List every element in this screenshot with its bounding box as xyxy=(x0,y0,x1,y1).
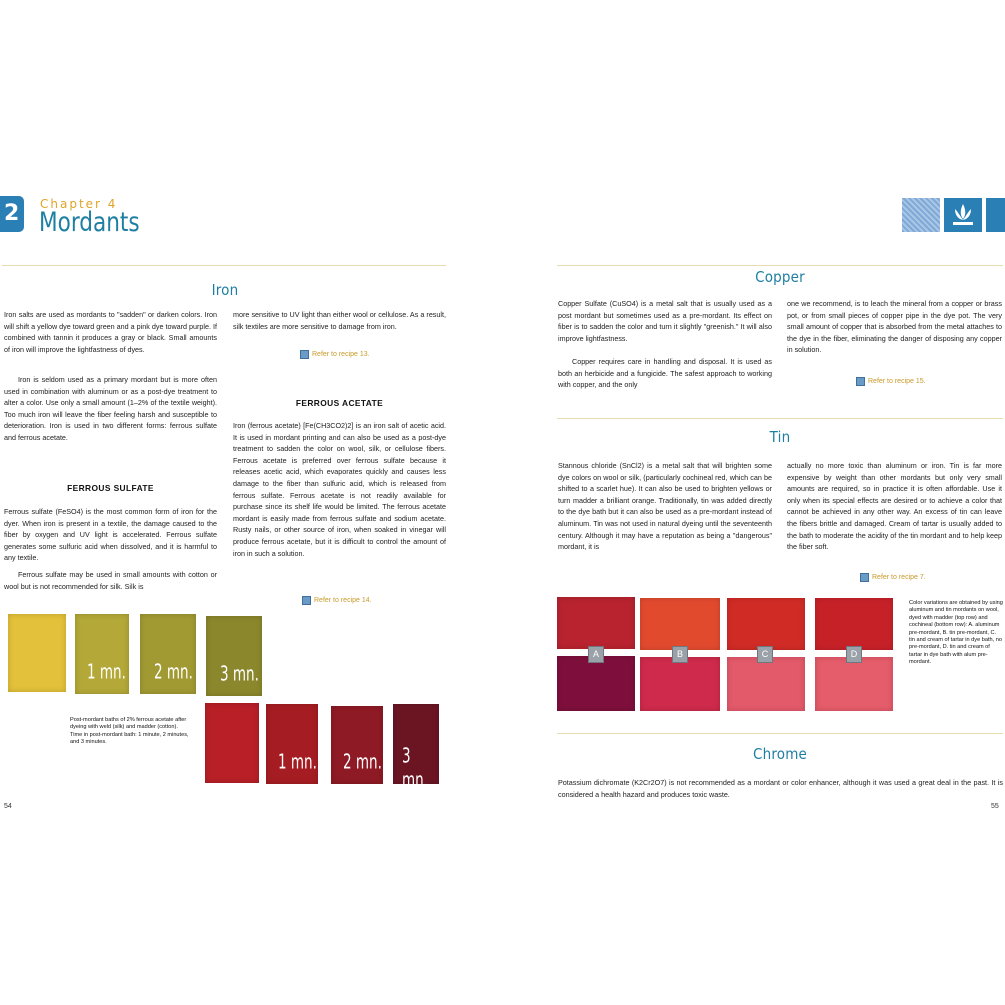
swatch-weld-1 xyxy=(75,614,129,694)
lotus-tile-icon xyxy=(944,198,982,232)
page-number-left: 54 xyxy=(4,803,12,810)
swatch-weld-0 xyxy=(8,614,66,692)
recipe-link-15[interactable] xyxy=(856,377,926,386)
recipe-label: Refer to recipe 15. xyxy=(868,378,926,385)
tin-heading: Tin xyxy=(769,428,791,446)
tin-swatch-caption: Color variations are obtained by using aluminum and tin mordants on wool, dyed with madder (top row) and cochineal (bottom row): A. aluminum pre-mordant, B. tin pre-mordant, C. tin and cream of tartar in dye bath, no pre-mordant, D. tin and cream of tartar in dye bath with alum pre-mordant. xyxy=(909,600,1003,666)
swatch-madder-d xyxy=(815,598,893,650)
ferrous-acetate-heading: FERROUS ACETATE xyxy=(295,398,384,408)
swatch-label: 3 mn. xyxy=(220,661,259,686)
swatch-label: 1 mn. xyxy=(278,749,317,774)
swatch-letter-d: D xyxy=(846,646,862,663)
swatch-madder-a xyxy=(557,597,635,649)
recipe-icon xyxy=(300,350,309,359)
recipe-icon xyxy=(860,573,869,582)
copper-col2-p1: one we recommend, is to leach the mineral from a copper or brass pot, or from small pieces of copper pipe in the dye pot. The very small amount of copper that is absorbed from the metal attaches to the dye in the fiber, eliminating the danger of disposing any copper in solution. xyxy=(787,299,1002,355)
swatch-madder-1 xyxy=(266,704,318,784)
chapter-number: 2 xyxy=(4,201,20,226)
recipe-icon xyxy=(302,596,311,605)
iron-heading: Iron xyxy=(211,281,239,299)
tin-chrome-rule xyxy=(557,733,1003,734)
iron-col1-p4: Ferrous sulfate may be used in small amounts with cotton or wool but is not recommended for silk. Silk is xyxy=(4,570,217,591)
tin-col1-p1: Stannous chloride (SnCl2) is a metal salt that will brighten some dye colors on wool or silk, (particularly cochineal red, which can be shifted to a scarlet hue). It can also be used to brighten yellows or turn madder a brilliant orange. Traditionally, tin was added directly to the dye bath but it can also be used as a pre-mordant instead of aluminum. Tin was not used in natural dyeing until the seventeenth century. Although it may have a reputation as being a "dangerous" mordant, it is xyxy=(558,461,772,552)
swatch-madder-c xyxy=(727,598,805,650)
swatch-label: 3 mn. xyxy=(402,743,428,792)
swatch-madder-2 xyxy=(331,706,383,784)
swatch-letter-c: C xyxy=(757,646,773,663)
copper-col1-p1: Copper Sulfate (CuSO4) is a metal salt that is usually used as a post mordant but sometimes used as a pre-mordant. Its effect on fiber is to sadden the color and turn it slightly "greenish." It will also improve lightfastness. xyxy=(558,299,772,343)
copper-heading: Copper xyxy=(755,268,805,286)
swatch-label: 1 mn. xyxy=(87,659,126,684)
swatch-madder-3 xyxy=(393,704,439,792)
swatch-letter-a: A xyxy=(588,646,604,663)
swatch-label: 2 mn. xyxy=(343,749,382,774)
iron-col2-p1: more sensitive to UV light than either wool or cellulose. As a result, silk textiles are more sensitive to damage from iron. xyxy=(233,310,446,331)
swatch-label: 2 mn. xyxy=(154,659,193,684)
recipe-link-14[interactable] xyxy=(302,596,372,605)
header-rule-right xyxy=(557,265,1003,266)
recipe-label: Refer to recipe 14. xyxy=(314,597,372,604)
swatch-weld-2 xyxy=(140,614,196,694)
iron-col2-p2: Iron (ferrous acetate) [Fe(CH3CO2)2] is an iron salt of acetic acid. It is used in mordant printing and can also be used as a post-dye treatment to sadden the color on wool, silk, or cellulose fibers. Ferrous acetate is preferred over ferrous sulfate because it releases acetic acid, which evaporates quickly and causes less damage to the fiber than sulfuric acid, which is released from ferrous sulfate. Ferrous acetate is not readily available for purchase since its shelf life would be limited. The ferrous acetate mordant is easily made from ferrous sulfate and sodium acetate. Rusty nails, or other source of iron, when soaked in vinegar will produce ferrous acetate, but it is difficult to control the amount of iron in such a solution. xyxy=(233,421,446,558)
swatch-letter-b: B xyxy=(672,646,688,663)
swatch-weld-3 xyxy=(206,616,262,696)
ferrous-sulfate-heading: FERROUS SULFATE xyxy=(67,483,154,493)
swatch-cochineal-a xyxy=(557,656,635,711)
iron-swatch-caption: Post-mordant baths of 2% ferrous acetate after dyeing with weld (silk) and madder (cotton). Time in post-mordant bath: 1 minute, 2 minutes, and 3 minutes. xyxy=(70,717,189,746)
page-number-right: 55 xyxy=(991,803,999,810)
swatch-madder-b xyxy=(640,598,720,650)
chapter-title: Mordants xyxy=(39,207,140,238)
recipe-label: Refer to recipe 7. xyxy=(872,574,926,581)
chrome-heading: Chrome xyxy=(752,745,808,763)
recipe-icon xyxy=(856,377,865,386)
copper-col1-p2: Copper requires care in handling and disposal. It is used as both an herbicide and a fungicide. The safest approach to working with copper, and the only xyxy=(558,357,772,390)
copper-tin-rule xyxy=(557,418,1003,419)
chapter-badge-left xyxy=(0,196,24,232)
header-rule-left xyxy=(2,265,446,266)
chapter-badge-right xyxy=(986,198,1005,232)
swatch-cochineal-c xyxy=(727,657,805,711)
swatch-cochineal-d xyxy=(815,657,893,711)
chrome-p1: Potassium dichromate (K2Cr2O7) is not recommended as a mordant or color enhancer, although it was used a great deal in the past. It is considered a health hazard and produces toxic waste. xyxy=(558,778,1003,799)
iron-col1-p1: Iron salts are used as mordants to "sadden" or darken colors. Iron will shift a yellow dye toward green and a pink dye toward purple. If combined with tannin it produces a gray or black. Small amounts of iron will improve the lightfastness of dyes. xyxy=(4,310,217,354)
chapter-label: Chapter 4 xyxy=(40,197,118,211)
swatch-madder-0 xyxy=(205,703,259,783)
iron-col1-p2: Iron is seldom used as a primary mordant but is more often used in combination with aluminum or as a post-dye treatment to alter a color. Use only a small amount (1–2% of the textile weight). Too much iron will leave the fiber feeling harsh and susceptible to deterioration. Iron is used in two different forms: ferrous sulfate and ferrous acetate. xyxy=(4,375,217,442)
recipe-link-13[interactable] xyxy=(300,350,370,359)
recipe-link-7[interactable] xyxy=(860,573,926,582)
swatch-cochineal-b xyxy=(640,657,720,711)
iron-col1-p3: Ferrous sulfate (FeSO4) is the most common form of iron for the dyer. When iron is present in a textile, the damage caused to the fiber by oxygen and UV light is accelerated. Ferrous sulfate generates some sulfuric acid when dissolved, and it is harmful to any textile. xyxy=(4,507,217,563)
recipe-label: Refer to recipe 13. xyxy=(312,351,370,358)
tin-col2-p1: actually no more toxic than aluminum or iron. Tin is far more expensive by weight than other mordants but only very small amounts are required, so in practice it is often affordable. Use it only when its special effects are desired or to achieve a color that cannot be achieved in any other way. An excess of tin can leave the fibers brittle and damaged. Cream of tartar is usually added to the bath to moderate the acidity of the tin mordant and to help keep the fiber soft. xyxy=(787,461,1002,552)
texture-tile-icon xyxy=(902,198,940,232)
